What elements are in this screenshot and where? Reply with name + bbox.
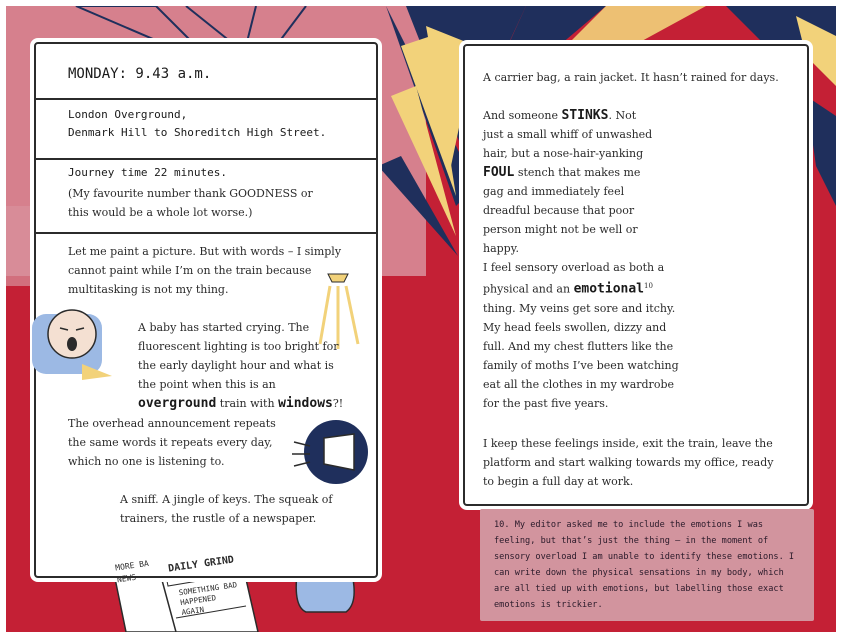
stinks-text: . Not just a small whiff of unwashed hair, but a nose-hair-yanking	[483, 109, 653, 160]
baby-text-end: ?!	[332, 397, 344, 410]
stinks-text-start: And someone	[483, 109, 558, 122]
newspaper-masthead: DAILY GRIND	[167, 554, 235, 575]
overload-text-start: I feel sensory overload as both a physical and an	[483, 261, 665, 296]
journey-note: (My favourite number thank GOODNESS or this would be a whole lot worse.)	[68, 187, 313, 219]
footnote-box	[480, 509, 814, 621]
newspaper-left-headline: MORE BA NEWS	[114, 558, 150, 585]
route-line-1: London Overground,	[68, 108, 188, 121]
paragraph-paint-picture: Let me paint a picture. But with words – I simply cannot paint while I’m on the train because multitasking is not my thing.	[68, 245, 342, 296]
divider	[36, 232, 376, 234]
paragraph-announcement: The overhead announcement repeats the same words it repeats every day, which no one is listening to.	[68, 417, 276, 468]
paragraph-baby-crying	[138, 318, 353, 413]
paragraph-sensory-overload	[483, 258, 683, 413]
stinks-text-end: stench that makes me gag and immediately feel dreadful because that poor person might not be well or happy.	[483, 166, 641, 255]
baby-text-mid: train with	[219, 397, 275, 410]
footnote-text: 10. My editor asked me to include the emotions I was feeling, but that’s just the thing – in the moment of sensory overload I am unable to identify these emotions. I can write down the physical sensations in my body, which are all tied up with emotions, but labelling those exact emotions is trickier.	[494, 520, 795, 610]
loudspeaker-illustration	[288, 412, 372, 492]
emotional-word: emotional	[573, 281, 645, 297]
route-line-2: Denmark Hill to Shoreditch High Street.	[68, 126, 327, 139]
overground-word: overground	[138, 396, 217, 411]
crying-baby-illustration	[22, 284, 132, 384]
paragraph-stinks	[483, 106, 659, 258]
divider	[36, 158, 376, 160]
illustrated-spread	[6, 6, 836, 632]
left-text-panel	[34, 42, 378, 578]
foul-word: FOUL	[483, 165, 515, 180]
right-text-panel	[463, 44, 809, 506]
stinks-word: STINKS	[561, 108, 609, 123]
header-day-time: MONDAY: 9.43 a.m.	[68, 66, 212, 82]
paragraph-carrier-bag: A carrier bag, a rain jacket. It hasn’t rained for days.	[483, 71, 779, 84]
baby-text: A baby has started crying. The fluorescent lighting is too bright for the early daylight hour and what is the point when this is an	[138, 321, 339, 391]
windows-word: windows	[278, 396, 333, 411]
newspaper-headline: SOMETHING BAD HAPPENED AGAIN	[178, 580, 238, 618]
divider	[36, 98, 376, 100]
overload-text-end: thing. My veins get sore and itchy. My head feels swollen, dizzy and full. And my chest flutters like the family of moths I’ve been watching eat all the clothes in my wardrobe for the past five years.	[483, 301, 679, 410]
footnote-reference: 10	[644, 282, 653, 290]
paragraph-exit-train: I keep these feelings inside, exit the train, leave the platform and start walking towards my office, ready to begin a full day at work.	[483, 437, 774, 488]
paragraph-sniff-keys: A sniff. A jingle of keys. The squeak of trainers, the rustle of a newspaper.	[120, 493, 333, 525]
journey-time: Journey time 22 minutes.	[68, 166, 227, 179]
